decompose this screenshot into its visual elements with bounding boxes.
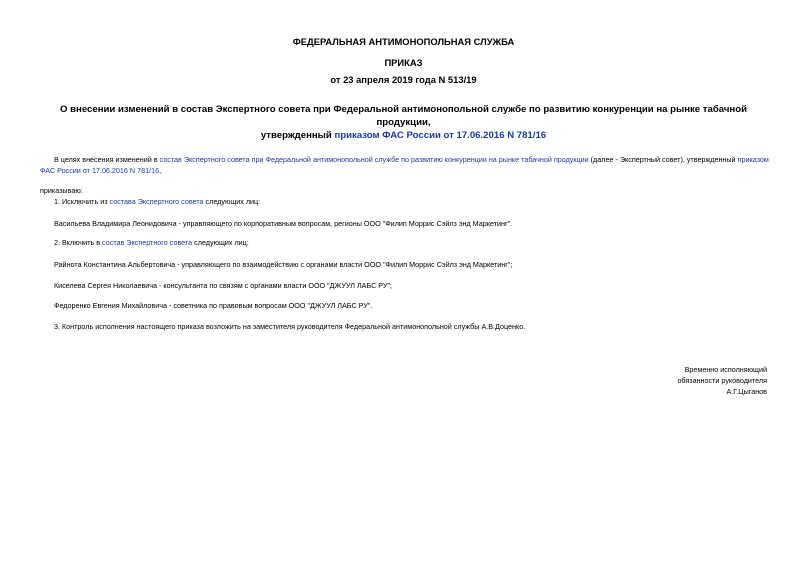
- title-order-link[interactable]: приказом ФАС России от 17.06.2016 N 781/16: [334, 130, 547, 141]
- item-1-person: Васильева Владимира Леонидовича - управляющего по корпоративным вопросам, регионы ООО "Филип Моррис Сэйлз энд Маркетинг".: [54, 219, 513, 228]
- item-1-prefix: 1. Исключить из: [54, 197, 110, 206]
- signatory-name: А.Г.Цыганов: [726, 387, 767, 396]
- order-link-part-1[interactable]: приказом: [737, 155, 769, 164]
- intro-line-1: [54, 155, 769, 165]
- intro-start: В целях внесения изменений в: [54, 155, 160, 164]
- item-2-person-2: Киселева Сергея Николаевича - консультанта по связям с органами власти ООО "ДЖУУЛ ЛАБС РУ";: [54, 281, 393, 290]
- intro-end: ,: [159, 166, 162, 175]
- item-3: 3. Контроль исполнения настоящего приказа возложить на заместителя руководителя Федеральной антимонопольной службы А.В.Доценко.: [54, 322, 526, 331]
- document-date-number: от 23 апреля 2019 года N 513/19: [330, 74, 477, 85]
- item-1-suffix: следующих лиц:: [203, 197, 261, 206]
- title-line-2: [40, 129, 767, 142]
- title-line-1: О внесении изменений в состав Экспертного совета при Федеральной антимонопольной службе по развитию конкуренции на рынке табачной продукции,: [60, 104, 747, 128]
- item-1: [54, 197, 260, 207]
- signature-line-1: Временно исполняющий: [684, 365, 767, 374]
- item-2-suffix: следующих лиц:: [192, 238, 249, 247]
- title-line-2-prefix: утвержденный: [260, 130, 335, 141]
- item-2-person-1: Райнота Константина Альбертовича - управляющего по взаимодействию с органами власти ООО "Филип Моррис Сэйлз энд Маркетинг";: [54, 260, 513, 269]
- item-2-council-link[interactable]: состав Экспертного совета: [102, 238, 193, 247]
- item-2-person-3: Федоренко Евгения Михайловича - советника по правовым вопросам ООО "ДЖУУЛ ЛАБС РУ".: [54, 301, 373, 310]
- item-2: [54, 238, 249, 248]
- item-1-council-link[interactable]: состава Экспертного совета: [109, 197, 204, 206]
- intro-line-2: [40, 166, 161, 176]
- document-title: [40, 103, 767, 142]
- intro-middle: (далее - Экспертный совет), утвержденный: [588, 155, 738, 164]
- order-word: приказываю:: [40, 186, 83, 195]
- item-2-prefix: 2. Включить в: [54, 238, 103, 247]
- signature-line-2: обязанности руководителя: [677, 376, 767, 385]
- expert-council-link[interactable]: состав Экспертного совета при Федеральной антимонопольной службе по развитию конкуренции на рынке табачной продукции: [159, 155, 589, 164]
- order-link-part-2[interactable]: ФАС России от 17.06.2016 N 781/16: [40, 166, 160, 175]
- document-type: ПРИКАЗ: [384, 57, 423, 68]
- agency-name: ФЕДЕРАЛЬНАЯ АНТИМОНОПОЛЬНАЯ СЛУЖБА: [292, 36, 515, 47]
